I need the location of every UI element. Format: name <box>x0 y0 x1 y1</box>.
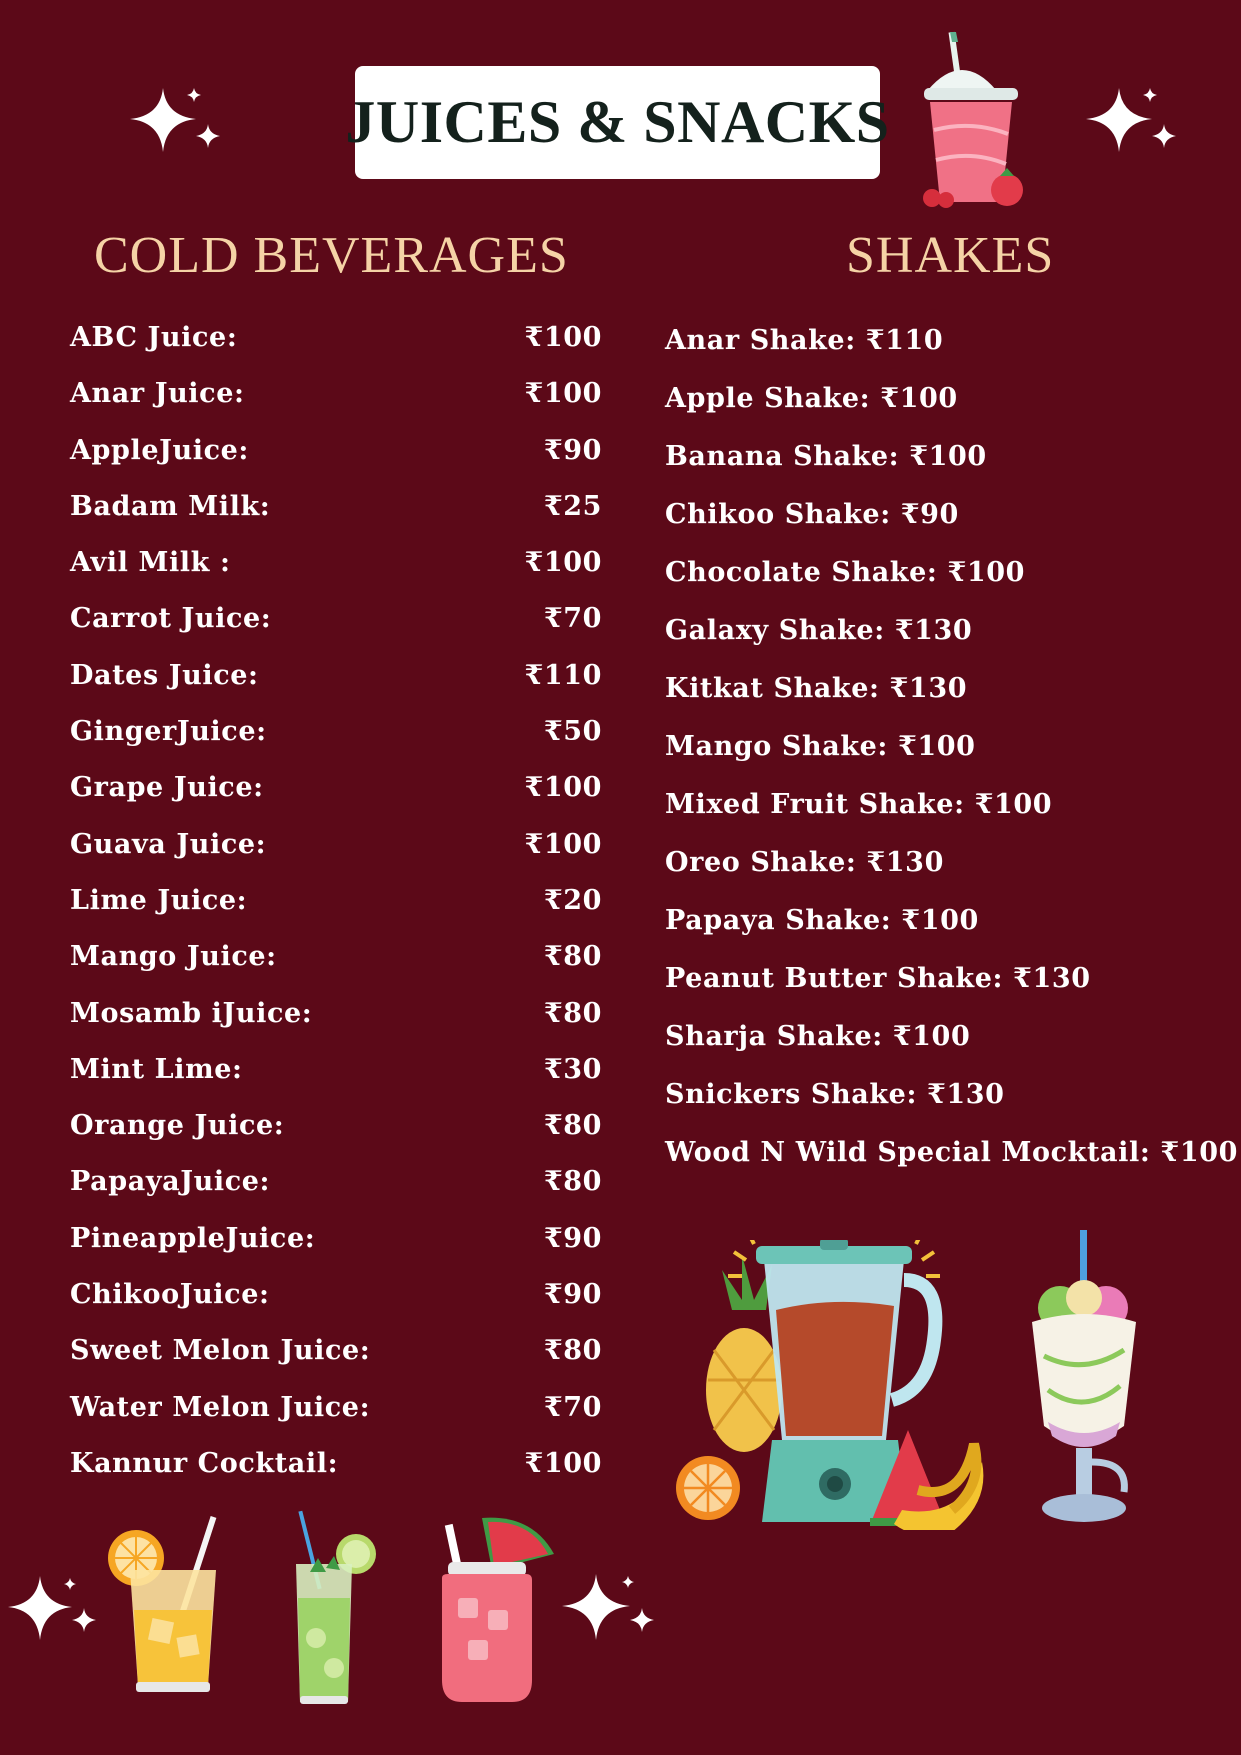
list-item <box>70 986 602 1042</box>
list-item <box>70 704 602 760</box>
strawberry-smoothie-icon <box>912 30 1032 215</box>
item-price: ₹100 <box>524 1447 602 1479</box>
sparkle-icon <box>8 1574 103 1644</box>
item-price: ₹90 <box>543 1279 602 1311</box>
item-price: ₹80 <box>543 997 602 1029</box>
shakes-heading: SHAKES <box>846 227 1055 284</box>
list-item: Galaxy Shake: ₹130 <box>665 615 973 646</box>
blender-fruits-icon <box>672 1240 1002 1530</box>
item-price: ₹30 <box>543 1053 602 1085</box>
list-item <box>70 1211 602 1267</box>
list-item <box>70 1154 602 1210</box>
item-name: ChikooJuice: <box>70 1279 270 1311</box>
ice-cream-sundae-icon <box>1024 1226 1144 1536</box>
item-name: Lime Juice: <box>70 884 248 916</box>
item-price: ₹100 <box>524 378 602 410</box>
item-price: ₹70 <box>543 603 602 635</box>
list-item: Snickers Shake: ₹130 <box>665 1079 1005 1110</box>
list-item <box>70 873 602 929</box>
list-item: Papaya Shake: ₹100 <box>665 905 979 936</box>
item-price: ₹70 <box>543 1391 602 1423</box>
item-price: ₹90 <box>543 1222 602 1254</box>
list-item: Chikoo Shake: ₹90 <box>665 499 959 530</box>
list-item <box>70 817 602 873</box>
list-item <box>70 760 602 816</box>
item-price: ₹90 <box>543 434 602 466</box>
item-name: Carrot Juice: <box>70 603 272 635</box>
list-item: Mixed Fruit Shake: ₹100 <box>665 789 1053 820</box>
page-title: JUICES & SNACKS <box>345 89 890 155</box>
list-item: Peanut Butter Shake: ₹130 <box>665 963 1091 994</box>
list-item <box>70 1267 602 1323</box>
item-name: Kannur Cocktail: <box>70 1447 339 1479</box>
list-item <box>70 423 602 479</box>
cold-beverages-heading: COLD BEVERAGES <box>94 227 569 284</box>
list-item: Apple Shake: ₹100 <box>665 383 958 414</box>
list-item <box>70 1436 602 1492</box>
item-price: ₹50 <box>543 716 602 748</box>
list-item: Mango Shake: ₹100 <box>665 731 976 762</box>
list-item <box>70 1380 602 1436</box>
cold-beverages-list <box>70 310 602 1492</box>
list-item: Kitkat Shake: ₹130 <box>665 673 968 704</box>
shakes-list <box>665 312 1238 1182</box>
item-name: AppleJuice: <box>70 434 249 466</box>
list-item <box>70 1042 602 1098</box>
watermelon-juice-jar-icon <box>432 1514 562 1704</box>
list-item: Sharja Shake: ₹100 <box>665 1021 971 1052</box>
item-price: ₹80 <box>543 1335 602 1367</box>
item-name: Anar Juice: <box>70 378 245 410</box>
list-item: Wood N Wild Special Mocktail: ₹100 <box>665 1137 1238 1168</box>
lemonade-glass-icon <box>104 1510 234 1700</box>
mojito-glass-icon <box>282 1508 382 1708</box>
list-item <box>70 648 602 704</box>
list-item <box>70 479 602 535</box>
item-name: Sweet Melon Juice: <box>70 1335 371 1367</box>
list-item: Oreo Shake: ₹130 <box>665 847 944 878</box>
item-price: ₹80 <box>543 941 602 973</box>
item-name: Grape Juice: <box>70 772 264 804</box>
sparkle-icon <box>1084 86 1184 156</box>
item-price: ₹80 <box>543 1110 602 1142</box>
item-name: Badam Milk: <box>70 490 271 522</box>
list-item <box>70 591 602 647</box>
sparkle-icon <box>128 86 228 156</box>
item-name: GingerJuice: <box>70 716 267 748</box>
item-price: ₹20 <box>543 884 602 916</box>
item-price: ₹100 <box>524 547 602 579</box>
item-name: Mint Lime: <box>70 1053 243 1085</box>
item-name: PapayaJuice: <box>70 1166 271 1198</box>
item-name: ABC Juice: <box>70 322 238 353</box>
list-item <box>70 535 602 591</box>
item-name: PineappleJuice: <box>70 1222 316 1254</box>
item-name: Dates Juice: <box>70 659 259 691</box>
item-price: ₹25 <box>543 490 602 522</box>
item-name: Orange Juice: <box>70 1110 285 1142</box>
item-name: Avil Milk : <box>70 547 231 579</box>
item-price: ₹100 <box>524 322 602 353</box>
item-price: ₹100 <box>524 772 602 804</box>
item-name: Guava Juice: <box>70 828 267 860</box>
item-name: Water Melon Juice: <box>70 1391 371 1423</box>
list-item <box>70 1323 602 1379</box>
title-banner <box>345 66 890 179</box>
list-item: Anar Shake: ₹110 <box>665 325 944 356</box>
list-item <box>70 1098 602 1154</box>
item-price: ₹100 <box>524 828 602 860</box>
item-name: Mango Juice: <box>70 941 277 973</box>
list-item <box>70 310 602 366</box>
item-name: Mosamb iJuice: <box>70 997 313 1029</box>
list-item <box>70 929 602 985</box>
item-price: ₹110 <box>524 659 602 691</box>
sparkle-icon <box>562 1572 662 1644</box>
list-item <box>70 366 602 422</box>
item-price: ₹80 <box>543 1166 602 1198</box>
list-item: Banana Shake: ₹100 <box>665 441 987 472</box>
list-item: Chocolate Shake: ₹100 <box>665 557 1026 588</box>
